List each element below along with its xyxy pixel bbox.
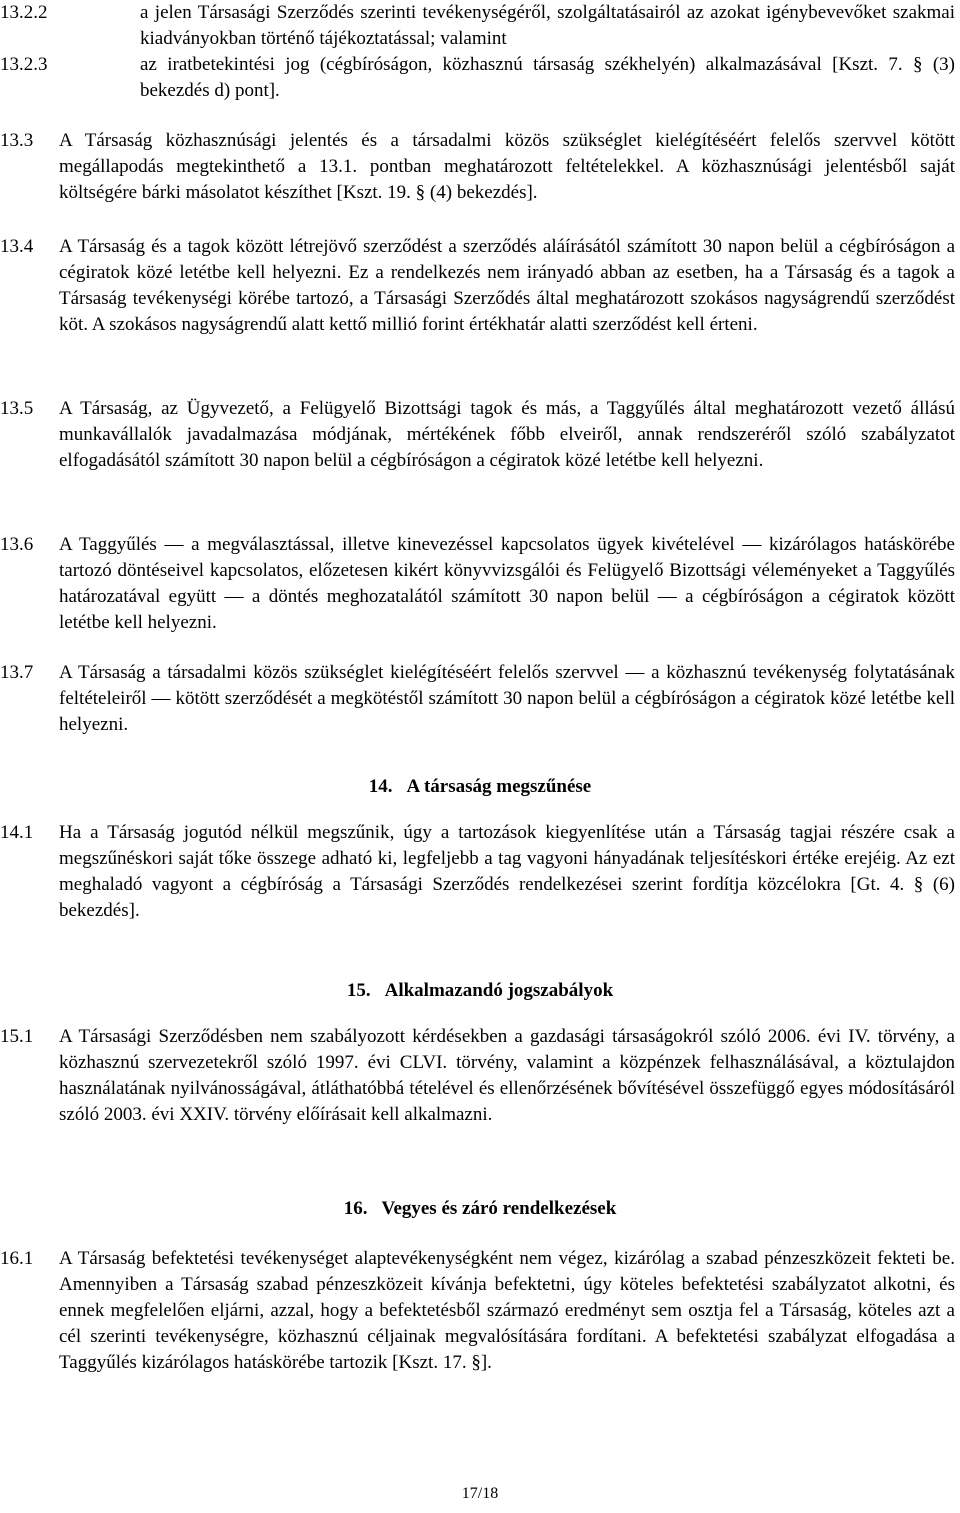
heading-16 xyxy=(0,1196,960,1222)
section-text: A Társasági Szerződésben nem szabályozott kérdésekben a gazdasági társaságokról szóló 2006. évi IV. törvény, a közhasznú szervezetekről szóló 1997. évi CLVI. törvény, valamint a közpénzek felhasználásával, a köztulajdon használatának nyilvánosságával, átláthatóbbá tételével és ellenőrzésének bővítésével összefüggő egyes módosításáról szóló 2003. évi XXIV. törvény előírásait kell alkalmazni. xyxy=(59,1026,955,1125)
section-number: 14.1 xyxy=(0,822,34,843)
page-number: 17/18 xyxy=(461,1485,499,1502)
section-number: 13.7 xyxy=(0,662,34,683)
section-13-2-3 xyxy=(0,52,960,104)
section-13-7 xyxy=(0,660,960,738)
section-text: Ha a Társaság jogutód nélkül megszűnik, úgy a tartozások kiegyenlítése után a Társaság tagjai részére csak a megszűnéskori saját tőke összege adható ki, legfeljebb a tag vagyoni hányadának teljesítéskori értéke erejéig. Az ezt meghaladó vagyont a cégbíróság a Társasági Szerződés rendelkezései szerint fordítja közcélokra [Gt. 4. § (6) bekezdés]. xyxy=(59,822,955,921)
section-number: 13.5 xyxy=(0,398,34,419)
section-text: az iratbetekintési jog (cégbíróságon, közhasznú társaság székhelyén) alkalmazásával [Kszt. 7. § (3) bekezdés d) pont]. xyxy=(140,54,955,101)
section-number: 13.3 xyxy=(0,130,34,151)
section-13-6 xyxy=(0,532,960,636)
section-text: A Társaság és a tagok között létrejövő szerződést a szerződés aláírásától számított 30 napon belül a cégbíróságon a cégiratok közé letétbe kell helyezni. Ez a rendelkezés nem irányadó abban az esetben, ha a Társaság és a tagok a Társaság tevékenységi körébe tartozó, a Társasági Szerződés által meghatározott szokásos nagyságrendű szerződést köt. A szokásos nagyságrendű alatt kettő millió forint értékhatár alatti szerződést kell érteni. xyxy=(59,236,955,335)
section-13-4 xyxy=(0,234,960,338)
section-text: A Taggyűlés — a megválasztással, illetve kinevezéssel kapcsolatos ügyek kivételével — kizárólagos hatáskörébe tartozó döntéseivel kapcsolatos, előzetesen kikért könyvvizsgálói és Felügyelő Bizottsági véleményeket a Taggyűlés határozatával együtt — a döntés meghozatalától számított 30 napon belül — a cégbíróságon a cégiratok között letétbe kell helyezni. xyxy=(59,534,955,633)
section-number: 13.6 xyxy=(0,534,34,555)
section-number: 15.1 xyxy=(0,1026,34,1047)
section-number: 13.4 xyxy=(0,236,34,257)
section-14-1 xyxy=(0,820,960,924)
section-text: A Társaság a társadalmi közös szükséglet kielégítéséért felelős szervvel — a közhasznú tevékenység folytatásának feltételeiről — kötött szerződését a megkötéstől számított 30 napon belül a cégbíróságon a cégiratok közé letétbe kell helyezni. xyxy=(59,662,955,735)
heading-number: 16. xyxy=(343,1198,368,1219)
section-number: 13.2.3 xyxy=(0,54,48,75)
section-13-5 xyxy=(0,396,960,474)
section-number: 16.1 xyxy=(0,1248,34,1269)
heading-number: 15. xyxy=(346,980,371,1001)
section-text: A Társaság befektetési tevékenységet alaptevékenységként nem végez, kizárólag a szabad pénzeszközeit fekteti be. Amennyiben a Társaság szabad pénzeszközeit kívánja befektetni, úgy köteles befektetési szabályzatot alkotni, és ennek megfelelően eljárni, azzal, hogy a befektetésből származó eredményt sem osztja fel a Társaság, köteles azt a cél szerinti tevékenységre, közhasznú céljainak megvalósítására fordítani. A befektetési szabályzat elfogadása a Taggyűlés kizárólagos hatáskörébe tartozik [Kszt. 17. §]. xyxy=(59,1248,955,1373)
section-text: A Társaság közhasznúsági jelentés és a társadalmi közös szükséglet kielégítéséért felelős szervvel kötött megállapodás megtekinthető a 13.1. pontban meghatározott feltételekkel. A közhasznúsági jelentésből saját költségére bárki másolatot készíthet [Kszt. 19. § (4) bekezdés]. xyxy=(59,130,955,203)
section-text: A Társaság, az Ügyvezető, a Felügyelő Bizottsági tagok és más, a Taggyűlés által meghatározott vezető állású munkavállalók javadalmazása módjának, mértékének főbb elveiről, annak rendszeréről szóló szabályzatot elfogadásától számított 30 napon belül a cégbíróságon a cégiratok közé letétbe kell helyezni. xyxy=(59,398,955,471)
heading-14 xyxy=(0,774,960,800)
heading-title: Alkalmazandó jogszabályok xyxy=(384,980,614,1001)
section-15-1 xyxy=(0,1024,960,1128)
section-13-3 xyxy=(0,128,960,206)
heading-15 xyxy=(0,978,960,1004)
section-number: 13.2.2 xyxy=(0,2,48,23)
heading-title: Vegyes és záró rendelkezések xyxy=(381,1198,617,1219)
section-text: a jelen Társasági Szerződés szerinti tevékenységéről, szolgáltatásairól az azokat igénybevevőket szakmai kiadványokban történő tájékoztatással; valamint xyxy=(140,2,955,49)
section-13-2-2 xyxy=(0,0,960,52)
heading-title: A társaság megszűnése xyxy=(406,776,592,797)
heading-number: 14. xyxy=(368,776,393,797)
section-16-1 xyxy=(0,1246,960,1376)
